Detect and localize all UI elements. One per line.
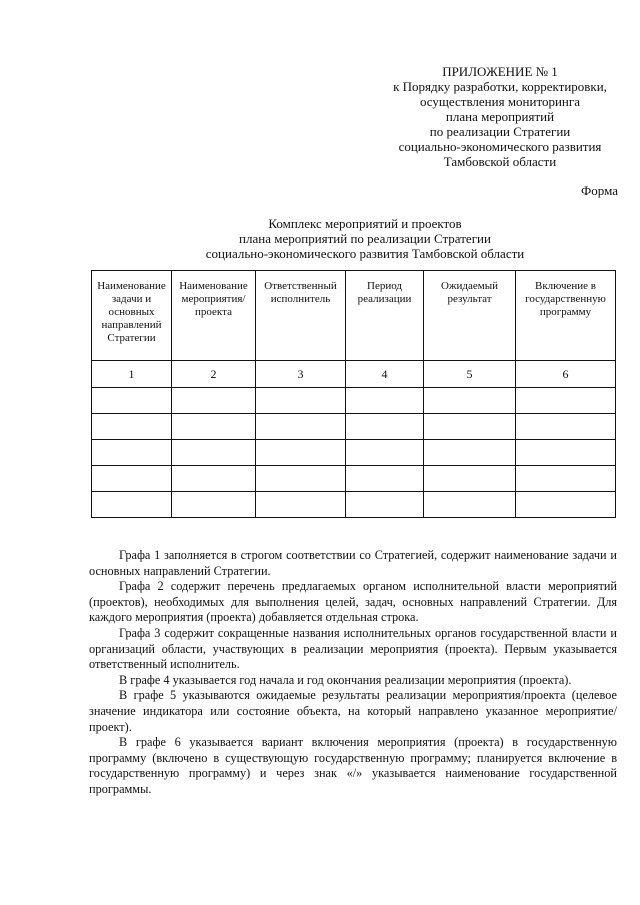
form-label: Форма — [581, 183, 618, 198]
table-row — [92, 414, 616, 440]
table-row — [92, 440, 616, 466]
column-header: Наименование задачи и основных направлений Стратегии — [92, 271, 172, 361]
column-header: Включение в государственную программу — [516, 271, 616, 361]
table-cell — [346, 492, 424, 518]
table-row — [92, 492, 616, 518]
instruction-paragraph: В графе 5 указываются ожидаемые результаты реализации мероприятия/проекта (целевое значение индикатора или состояние объекта, на который направлено указанное мероприятие/проект). — [89, 688, 617, 734]
appendix-header — [380, 64, 620, 169]
table-cell — [516, 414, 616, 440]
table-cell — [424, 466, 516, 492]
column-number: 4 — [346, 361, 424, 388]
table-cell — [346, 440, 424, 466]
table-cell — [172, 466, 256, 492]
table-cell — [516, 440, 616, 466]
table-cell — [92, 440, 172, 466]
table-row — [92, 466, 616, 492]
instruction-paragraph: В графе 6 указывается вариант включения мероприятия (проекта) в государственную программу (включено в существующую государственную программу; планируется включение в государственную программу) и через знак «/» указывается наименование государственной программы. — [89, 735, 617, 796]
column-header: Период реализации — [346, 271, 424, 361]
table-cell — [172, 440, 256, 466]
title-line: плана мероприятий по реализации Стратегии — [239, 231, 491, 246]
table-cell — [346, 388, 424, 414]
appendix-line: плана мероприятий — [445, 109, 555, 124]
table-cell — [424, 492, 516, 518]
column-number: 6 — [516, 361, 616, 388]
instruction-paragraph: Графа 1 заполняется в строгом соответствии со Стратегией, содержит наименование задачи и основных направлений Стратегии. — [89, 548, 617, 578]
appendix-line: к Порядку разработки, корректировки, — [393, 79, 607, 94]
instructions — [89, 548, 617, 798]
title-line: Комплекс мероприятий и проектов — [268, 216, 462, 231]
table-header-row — [92, 271, 616, 361]
instruction-paragraph: Графа 3 содержит сокращенные названия исполнительных органов государственной власти и организаций области, участвующих в реализации мероприятия (проекта). Первым указывается ответственный исполнитель. — [89, 625, 617, 672]
instruction-paragraph: Графа 2 содержит перечень предлагаемых органом исполнительной власти мероприятий (проектов), необходимых для выполнения целей, задач, основных направлений Стратегии. Для каждого мероприятия (проекта) добавляется отдельная строка. — [89, 579, 617, 625]
plan-table — [91, 270, 616, 518]
table-cell — [92, 492, 172, 518]
title-line: социально-экономического развития Тамбовской области — [205, 246, 525, 261]
table-cell — [92, 414, 172, 440]
table-cell — [256, 440, 346, 466]
table-row — [92, 388, 616, 414]
column-number-row — [92, 361, 616, 388]
instruction-paragraph: В графе 4 указывается год начала и год окончания реализации мероприятия (проекта). — [119, 672, 572, 687]
column-number: 1 — [92, 361, 172, 388]
appendix-line: Тамбовской области — [443, 154, 557, 169]
column-number: 3 — [256, 361, 346, 388]
table-cell — [424, 414, 516, 440]
table-cell — [256, 388, 346, 414]
table-cell — [172, 492, 256, 518]
column-header: Ответственный исполнитель — [256, 271, 346, 361]
appendix-line: по реализации Стратегии — [429, 124, 571, 139]
table-cell — [256, 414, 346, 440]
table-cell — [346, 466, 424, 492]
table-cell — [92, 388, 172, 414]
table-cell — [256, 466, 346, 492]
table-cell — [516, 466, 616, 492]
table-cell — [92, 466, 172, 492]
table-cell — [516, 388, 616, 414]
column-header: Ожидаемый результат — [424, 271, 516, 361]
table-cell — [172, 414, 256, 440]
column-number: 2 — [172, 361, 256, 388]
document-title — [180, 216, 550, 261]
table-cell — [424, 388, 516, 414]
column-number: 5 — [424, 361, 516, 388]
column-header: Наименование мероприятия/ проекта — [172, 271, 256, 361]
table-cell — [172, 388, 256, 414]
table-cell — [424, 440, 516, 466]
appendix-line: социально-экономического развития — [398, 139, 602, 154]
appendix-line: осуществления мониторинга — [419, 94, 580, 109]
table-cell — [346, 414, 424, 440]
table-cell — [256, 492, 346, 518]
appendix-line: ПРИЛОЖЕНИЕ № 1 — [442, 64, 558, 79]
table-cell — [516, 492, 616, 518]
